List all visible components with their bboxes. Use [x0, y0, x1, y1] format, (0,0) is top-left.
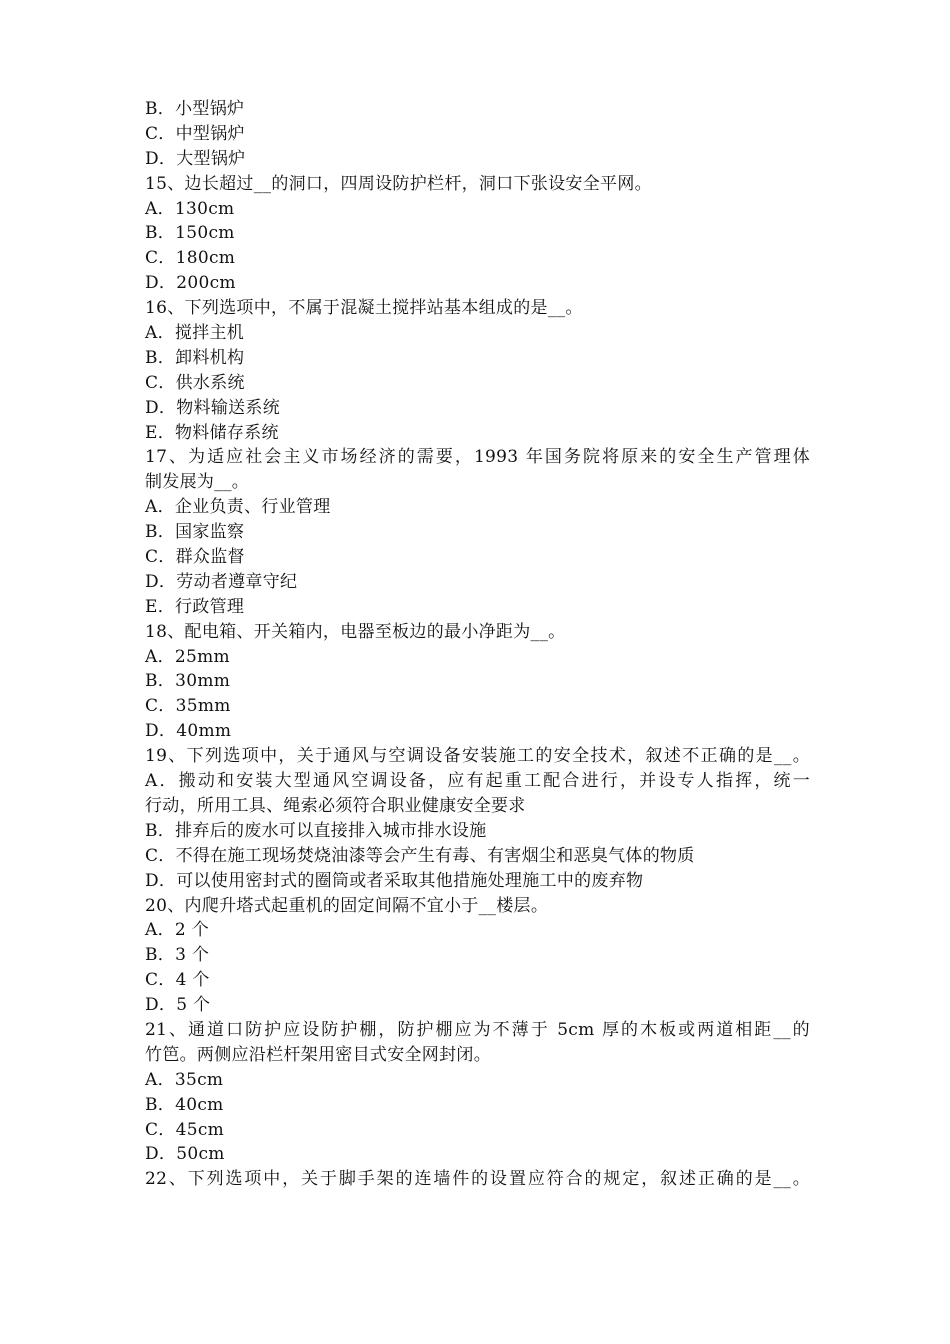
question-line: 22、下列选项中，关于脚手架的连墙件的设置应符合的规定，叙述正确的是__。 — [145, 1169, 810, 1190]
option-line: B．30mm — [145, 671, 231, 692]
question-line: 19、下列选项中，关于通风与空调设备安装施工的安全技术，叙述不正确的是__。 — [145, 746, 810, 767]
option-line: C．不得在施工现场焚烧油漆等会产生有毒、有害烟尘和恶臭气体的物质 — [145, 845, 695, 866]
option-line: D．大型锅炉 — [145, 148, 246, 169]
question-line: 20、内爬升塔式起重机的固定间隔不宜小于__楼层。 — [145, 895, 549, 916]
option-line: C．180cm — [145, 248, 236, 269]
option-line: D．5 个 — [145, 995, 211, 1016]
question-line: 制发展为__。 — [145, 472, 250, 493]
question-line: 16、下列选项中，不属于混凝土搅拌站基本组成的是__。 — [145, 298, 583, 319]
option-line: C．中型锅炉 — [145, 123, 245, 144]
option-line: C．群众监督 — [145, 547, 245, 568]
option-line: A．企业负责、行业管理 — [145, 497, 331, 518]
option-line: B．40cm — [145, 1094, 224, 1115]
option-line: A．搬动和安装大型通风空调设备，应有起重工配合进行，并设专人指挥，统一 — [145, 771, 810, 792]
option-line: 行动，所用工具、绳索必须符合职业健康安全要求 — [145, 795, 526, 816]
option-line: D．50cm — [145, 1144, 225, 1165]
question-line: 竹笆。两侧应沿栏杆架用密目式安全网封闭。 — [145, 1044, 491, 1065]
option-line: B．150cm — [145, 223, 235, 244]
option-line: C．4 个 — [145, 970, 210, 991]
option-line: B．小型锅炉 — [145, 99, 245, 119]
option-line: E．行政管理 — [145, 596, 245, 617]
option-line: A．35cm — [145, 1069, 224, 1090]
option-line: A．25mm — [145, 646, 230, 667]
option-line: B．3 个 — [145, 945, 210, 966]
question-line: 18、配电箱、开关箱内，电器至板边的最小净距为__。 — [145, 621, 566, 642]
option-line: A．2 个 — [145, 920, 209, 941]
option-line: C．45cm — [145, 1119, 225, 1140]
option-line: A．130cm — [145, 198, 235, 219]
option-line: B．国家监察 — [145, 522, 245, 543]
option-line: A．搅拌主机 — [145, 323, 245, 344]
option-line: E．物料储存系统 — [145, 422, 279, 443]
option-line: D．劳动者遵章守纪 — [145, 571, 298, 592]
option-line: D．40mm — [145, 721, 232, 742]
option-line: D．可以使用密封式的圈筒或者采取其他措施处理施工中的废弃物 — [145, 870, 644, 891]
document-page — [145, 97, 810, 1192]
option-line: B．排弃后的废水可以直接排入城市排水设施 — [145, 820, 487, 841]
question-line: 15、边长超过__的洞口，四周设防护栏杆，洞口下张设安全平网。 — [145, 173, 652, 194]
option-line: C．供水系统 — [145, 372, 245, 393]
option-line: D．物料输送系统 — [145, 397, 281, 418]
option-line: C．35mm — [145, 696, 231, 717]
question-line: 17、为适应社会主义市场经济的需要，1993 年国务院将原来的安全生产管理体 — [145, 447, 810, 468]
option-line: D．200cm — [145, 273, 236, 294]
option-line: B．卸料机构 — [145, 347, 245, 368]
question-line: 21、通道口防护应设防护棚，防护棚应为不薄于 5cm 厚的木板或两道相距__的 — [145, 1019, 810, 1040]
